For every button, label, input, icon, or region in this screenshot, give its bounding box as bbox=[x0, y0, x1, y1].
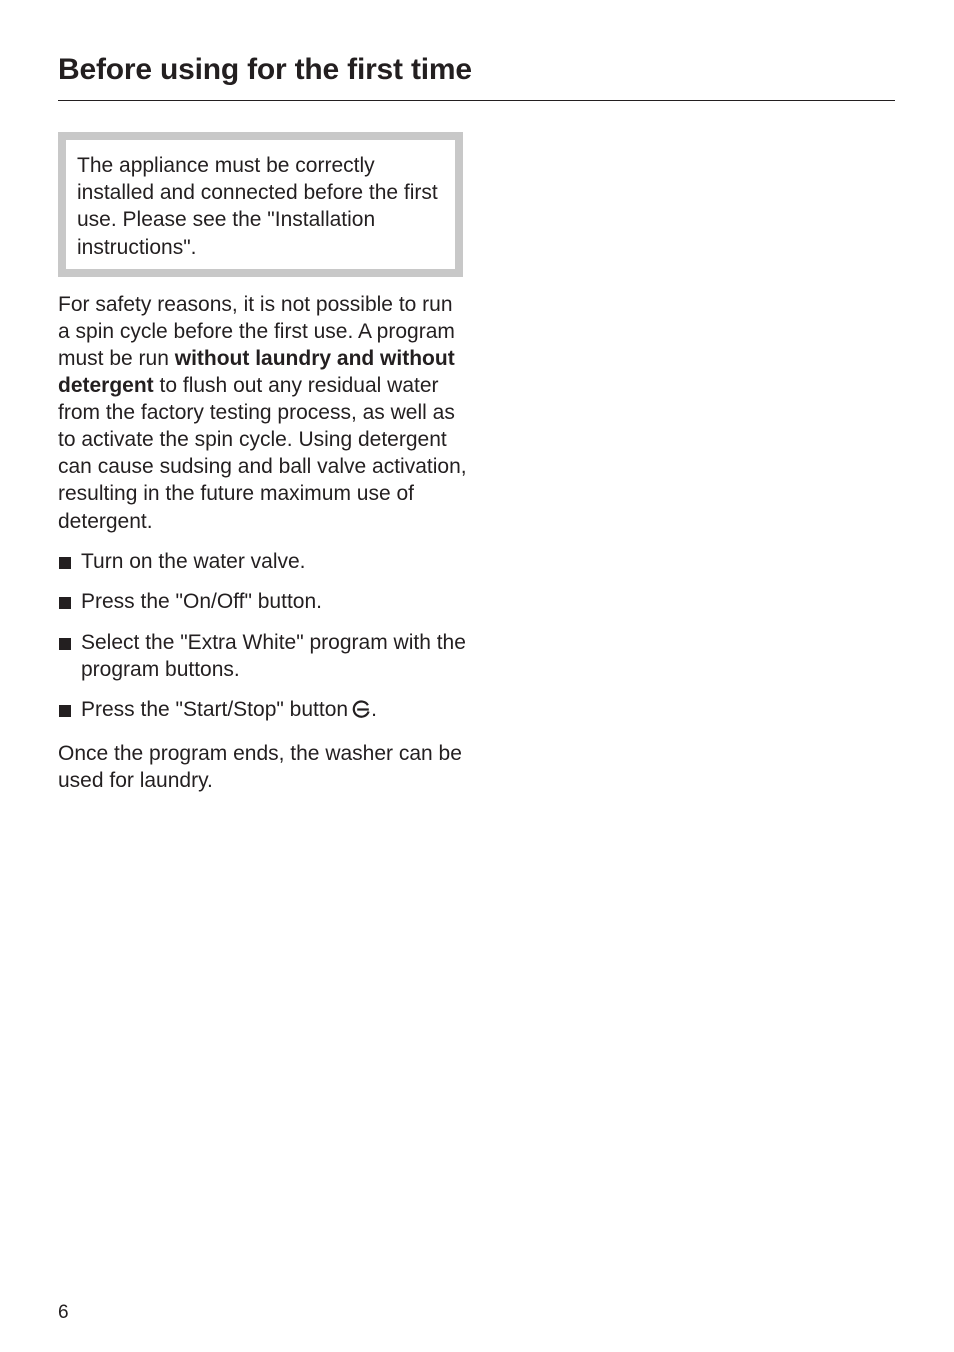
step-item bbox=[58, 696, 468, 726]
page-title: Before using for the first time bbox=[58, 53, 472, 86]
start-stop-icon bbox=[352, 699, 371, 726]
step-suffix: . bbox=[371, 698, 377, 722]
step-item bbox=[58, 629, 468, 683]
content-column bbox=[58, 132, 468, 794]
step-text: Turn on the water valve. bbox=[81, 549, 306, 573]
intro-text-part1: For safety reasons, it is not possible to run a spin cycle before the first use. A program must be run bbox=[58, 292, 455, 370]
page-number: 6 bbox=[58, 1302, 69, 1323]
intro-paragraph bbox=[58, 291, 468, 535]
intro-text-part2: to flush out any residual water from the factory testing process, as well as to activate the spin cycle. Using detergent can cause sudsing and ball valve activation, resulting in the future maximum use of detergent. bbox=[58, 374, 467, 533]
step-item bbox=[58, 588, 468, 615]
closing-paragraph: Once the program ends, the washer can be used for laundry. bbox=[58, 741, 462, 792]
bullet-square-icon bbox=[59, 557, 71, 569]
bullet-square-icon bbox=[59, 705, 71, 717]
bullet-square-icon bbox=[59, 597, 71, 609]
bullet-square-icon bbox=[59, 638, 71, 650]
warning-text: The appliance must be correctly installed and connected before the first use. Please see the "Installation instructions". bbox=[77, 154, 438, 259]
step-text: Select the "Extra White" program with the program buttons. bbox=[81, 630, 466, 681]
step-item bbox=[58, 548, 468, 575]
steps-list bbox=[58, 548, 468, 727]
warning-box bbox=[58, 132, 463, 277]
title-divider bbox=[58, 100, 895, 101]
step-text: Press the "Start/Stop" button bbox=[81, 698, 349, 722]
step-text: Press the "On/Off" button. bbox=[81, 590, 322, 614]
intro-text-bold: without laundry and without detergent bbox=[58, 347, 455, 398]
